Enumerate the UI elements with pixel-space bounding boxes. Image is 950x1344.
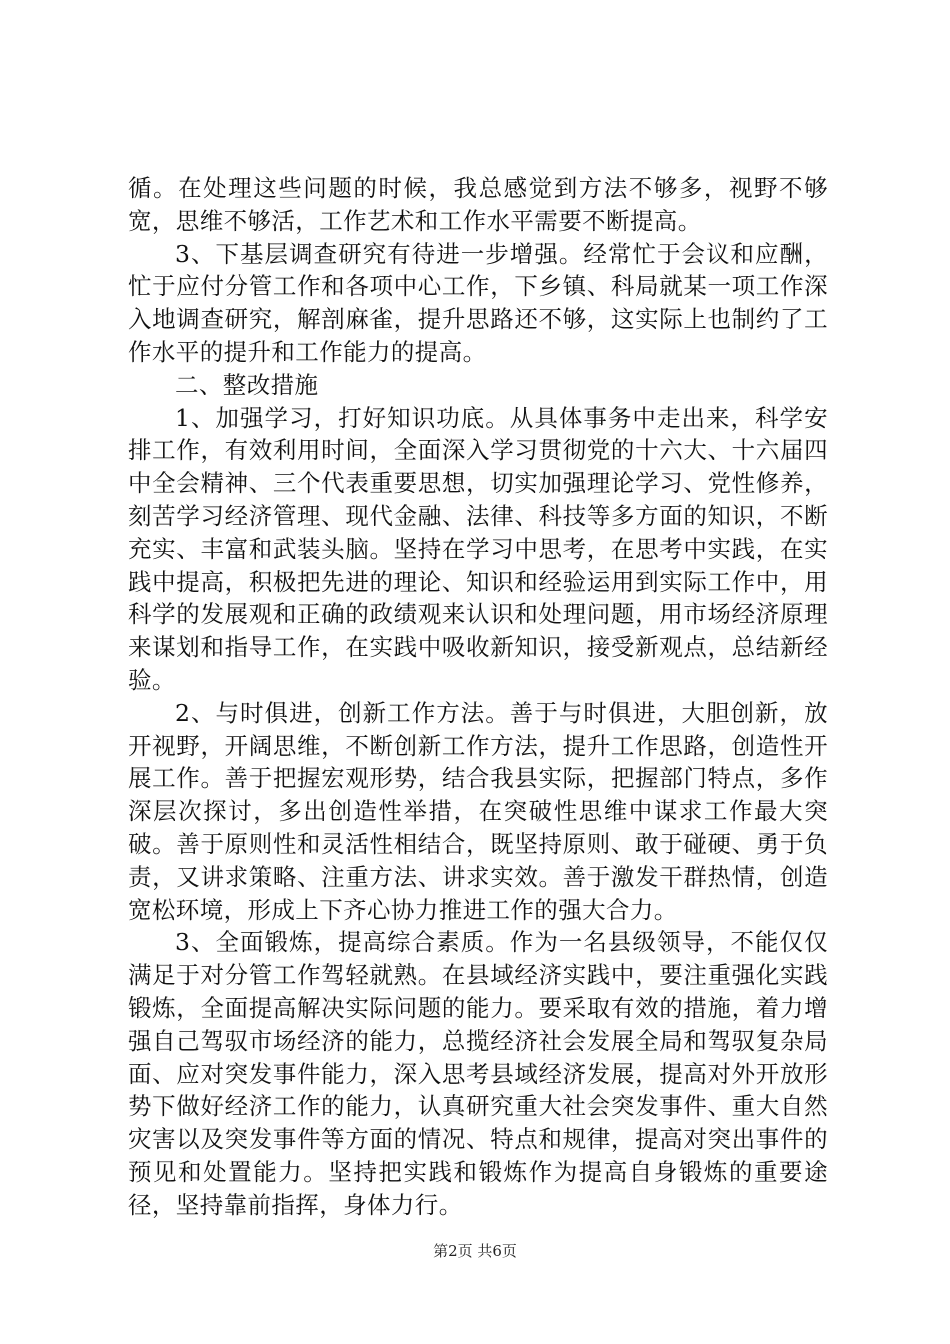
page-number-label: 第2页 共6页 — [433, 1242, 517, 1260]
section-heading-rectification-measures: 二、整改措施 — [175, 370, 319, 399]
paragraph-continuation: 循。在处理这些问题的时候，我总感觉到方法不够多，视野不够宽，思维不够活，工作艺术和工作水平需要不断提高。 — [128, 174, 828, 235]
paragraph-measure-2: 2、与时俱进，创新工作方法。善于与时俱进，大胆创新，放开视野，开阔思维，不断创新工作方法，提升工作思路，创造性开展工作。善于把握宏观形势，结合我县实际，把握部门特点，多作深层次探讨，多出创造性举措，在突破性思维中谋求工作最大突破。善于原则性和灵活性相结合，既坚持原则、敢于碰硬、勇于负责，又讲求策略、注重方法、讲求实效。善于激发干群热情，创造宽松环境，形成上下齐心协力推进工作的强大合力。 — [128, 698, 828, 924]
paragraph-measure-3: 3、全面锻炼，提高综合素质。作为一名县级领导，不能仅仅满足于对分管工作驾轻就熟。在县域经济实践中，要注重强化实践锻炼，全面提高解决实际问题的能力。要采取有效的措施，着力增强自己驾驭市场经济的能力，总揽经济社会发展全局和驾驭复杂局面、应对突发事件能力，深入思考县域经济发展，提高对外开放形势下做好经济工作的能力，认真研究重大社会突发事件、重大自然灾害以及突发事件等方面的情况、特点和规律，提高对突出事件的预见和处置能力。坚持把实践和锻炼作为提高自身锻炼的重要途径，坚持靠前指挥，身体力行。 — [128, 928, 828, 1219]
paragraph-problem-3: 3、下基层调查研究有待进一步增强。经常忙于会议和应酬，忙于应付分管工作和各项中心工作，下乡镇、科局就某一项工作深入地调查研究，解剖麻雀，提升思路还不够，这实际上也制约了工作水平的提升和工作能力的提高。 — [128, 239, 828, 366]
document-body — [128, 172, 828, 1222]
page-footer — [0, 1241, 950, 1261]
paragraph-measure-1: 1、加强学习，打好知识功底。从具体事务中走出来，科学安排工作，有效利用时间，全面深入学习贯彻党的十六大、十六届四中全会精神、三个代表重要思想，切实加强理论学习、党性修养，刻苦学习经济管理、现代金融、法律、科技等多方面的知识，不断充实、丰富和武装头脑。坚持在学习中思考，在思考中实践，在实践中提高，积极把先进的理论、知识和经验运用到实际工作中，用科学的发展观和正确的政绩观来认识和处理问题，用市场经济原理来谋划和指导工作，在实践中吸收新知识，接受新观点，总结新经验。 — [128, 403, 828, 694]
